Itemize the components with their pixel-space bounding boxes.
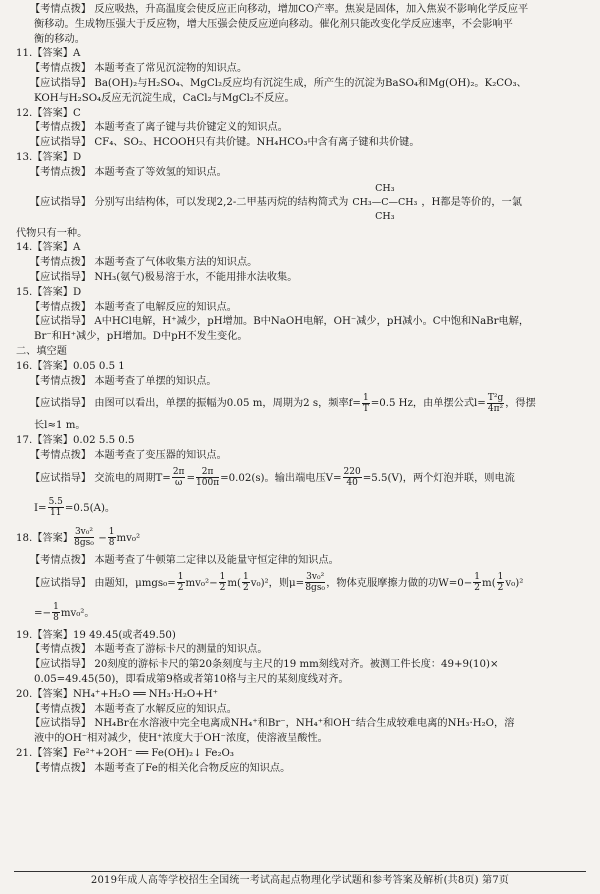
q15-guidance-line2: Br⁻和H⁺减少，pH增加。D中pH不发生变化。 — [34, 331, 248, 343]
q13-guidance-post: ，H都是等价的，一氯 — [421, 197, 522, 209]
pendulum-fraction: $\frac{\text{T²g}}{\text{4π²}}$ — [487, 392, 504, 414]
q19-exam-point: 【考情点拨】 本题考查了游标卡尺的测量的知识点。 — [30, 644, 268, 656]
q14-answer: 14.【答案】A — [16, 242, 81, 254]
q10-analysis-line3: 衡的移动。 — [34, 33, 85, 45]
q20-guidance-line2: 液中的OH⁻相对减少，使H⁺浓度大于OH⁻浓度，使溶液呈酸性。 — [34, 733, 328, 745]
q16-answer: 16.【答案】0.05 0.5 1 — [16, 360, 125, 372]
q12-exam-point: 【考情点拨】 本题考查了离子键与共价键定义的知识点。 — [30, 122, 288, 134]
q12-answer: 12.【答案】C — [16, 107, 81, 119]
q11-answer: 11.【答案】A — [16, 48, 81, 60]
page-footer: 2019年成人高等学校招生全国统一考试高起点物理化学试题和参考答案及解析(共8页) 第7页 — [14, 871, 586, 888]
q13-guidance-line1 — [16, 181, 586, 227]
q20-exam-point: 【考情点拨】 本题考查了水解反应的知识点。 — [30, 703, 237, 715]
q11-exam-point: 【考情点拨】 本题考查了常见沉淀物的知识点。 — [30, 63, 248, 75]
q16-guidance-line1: 【应试指导】 由图可以看出，单摆的振幅为0.05 m，周期为2 s，频率f= $\frac{1}{T}$ =0.5 Hz，由单摆公式l= $\frac{\text{T²g}}{\text{4π²}}$ ，得摆 — [30, 392, 536, 414]
q15-guidance-line1: 【应试指导】 A中HCl电解，H⁺减少，pH增加。B中NaOH电解，OH⁻减少，pH减小。C中饱和NaBr电解， — [30, 316, 530, 328]
q10-analysis-line1: 【考情点拨】 反应吸热，升高温度会使反应正向移动，增加CO产率。焦炭是固体，加入焦炭不影响化学反应平 — [30, 4, 529, 15]
freq-fraction: $\frac{1}{T}$ — [362, 392, 369, 414]
q12-guidance: 【应试指导】 CF₄、SO₂、HCOOH只有共价键。NH₄HCO₃中含有离子键和共价键。 — [30, 137, 420, 149]
q18-guidance-line2: =− $\frac{1}{8}$ mv₀²。 — [34, 602, 95, 624]
struct-bottom: CH₃ — [375, 211, 395, 223]
q17-guidance-line2: I= $\frac{5.5}{11}$ =0.5(A)。 — [34, 497, 116, 519]
q13-guidance-pre: 【应试指导】 分别写出结构体，可以发现2,2-二甲基丙烷的结构简式为 — [30, 197, 349, 209]
q13-guidance-line2: 代物只有一种。 — [16, 227, 88, 239]
q15-exam-point: 【考情点拨】 本题考查了电解反应的知识点。 — [30, 301, 237, 313]
struct-top: CH₃ — [375, 183, 395, 195]
q21-answer: 21.【答案】Fe²⁺+2OH⁻ ══ Fe(OH)₂↓ Fe₂O₃ — [16, 747, 234, 759]
q17-answer: 17.【答案】0.02 5.5 0.5 — [16, 435, 135, 447]
q18-answer: 18.【答案】 $\frac{\text{3v₀²}}{\text{8gs₀}}$ − $\frac{1}{8}$ mv₀² — [16, 527, 141, 549]
q17-exam-point: 【考情点拨】 本题考查了变压器的知识点。 — [30, 449, 227, 461]
q20-guidance-line1: 【应试指导】 NH₄Br在水溶液中完全电离成NH₄⁺和Br⁻，NH₄⁺和OH⁻结合生成较难电离的NH₃·H₂O，溶 — [30, 718, 515, 730]
q13-answer: 13.【答案】D — [16, 151, 82, 163]
q13-exam-point: 【考情点拨】 本题考查了等效氢的知识点。 — [30, 166, 227, 178]
section-heading: 二、填空题 — [16, 345, 67, 357]
q15-answer: 15.【答案】D — [16, 286, 82, 298]
q16-exam-point: 【考情点拨】 本题考查了单摆的知识点。 — [30, 375, 217, 387]
q11-guidance-line1: 【应试指导】 Ba(OH)₂与H₂SO₄、MgCl₂反应均有沉淀生成，所产生的沉淀为BaSO₄和Mg(OH)₂。K₂CO₃、 — [30, 77, 527, 89]
q18-guidance-line1: 【应试指导】 由题知，μmgs₀= $\frac{1}{2}$ mv₀²− $\frac{1}{2}$ m( $\frac{1}{2}$ v₀)²，则μ= $\frac{\text{3v₀²}}{\text{8gs₀}}$ ，物体克服摩擦力做的功W=0− $\frac{1}{2}$ m( $\frac{1}{2}$ v₀)² — [30, 572, 524, 594]
q19-answer: 19.【答案】19 49.45(或者49.50) — [16, 629, 176, 641]
q18-exam-point: 【考情点拨】 本题考查了牛顿第二定律以及能量守恒定律的知识点。 — [30, 554, 339, 566]
q14-guidance: 【应试指导】 NH₃(氨气)极易溶于水，不能用排水法收集。 — [30, 271, 298, 283]
q19-guidance-line2: 0.05=49.45(50)，即看成第9格或者第10格与主尺的某刻度线对齐。 — [34, 673, 349, 685]
q21-exam-point: 【考情点拨】 本题考查了Fe的相关化合物反应的知识点。 — [30, 762, 291, 774]
struct-center: —C— — [371, 197, 398, 209]
neopentane-structure — [352, 183, 417, 225]
q11-guidance-line2: KOH与H₂SO₄反应无沉淀生成，CaCl₂与MgCl₂不反应。 — [34, 92, 295, 104]
q19-guidance-line1: 【应试指导】 20刻度的游标卡尺的第20条刻度与主尺的19 mm刻线对齐。被测工件长度：49+9(10)× — [30, 659, 499, 671]
struct-right: CH₃ — [397, 197, 418, 209]
q14-exam-point: 【考情点拨】 本题考查了气体收集方法的知识点。 — [30, 257, 258, 269]
struct-left: CH₃ — [352, 197, 372, 209]
q16-guidance-line2: 长l≈1 m。 — [34, 420, 86, 432]
q10-analysis-line2: 衡移动。生成物压强大于反应物，增大压强会使反应逆向移动。催化剂只能改变化学反应速率，不会影响平 — [34, 18, 513, 30]
q17-guidance-line1: 【应试指导】 交流电的周期T= $\frac{2\pi}{\omega}$ = $\frac{2\pi}{100\pi}$ =0.02(s)。输出端电压V= $\frac{220}{40}$ =5.5(V)，两个灯泡并联，则电流 — [30, 467, 515, 489]
q20-answer: 20.【答案】NH₄⁺+H₂O ══ NH₃·H₂O+H⁺ — [16, 688, 219, 700]
